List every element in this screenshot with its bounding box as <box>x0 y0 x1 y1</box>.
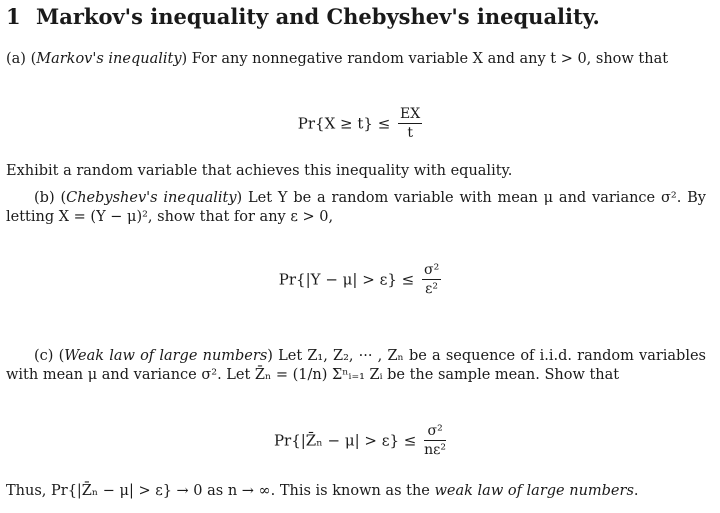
wlln-fraction <box>424 423 446 458</box>
part-c-name: Weak law of large numbers <box>64 348 268 364</box>
wlln-lhs: Pr{|Z̄ₙ − μ| > ε} ≤ <box>273 431 417 450</box>
wlln-term: weak law of large numbers <box>434 483 634 499</box>
chebyshev-denominator: ε² <box>425 281 439 297</box>
chebyshev-lhs: Pr{|Y − μ| > ε} ≤ <box>278 270 415 289</box>
wlln-numerator: σ² <box>424 423 446 441</box>
chebyshev-equation <box>0 262 720 297</box>
conclusion: Thus, Pr{|Z̄ₙ − μ| > ε} → 0 as n → ∞. This is known as the weak law of large numbers. <box>6 483 639 499</box>
part-a-followup: Exhibit a random variable that achieves this inequality with equality. <box>6 163 513 179</box>
part-b-name: Chebyshev's inequality <box>66 190 237 206</box>
chebyshev-fraction <box>422 262 441 297</box>
markov-lhs: Pr{X ≥ t} ≤ <box>297 114 391 133</box>
part-c-statement: (c) (Weak law of large numbers) Let Z₁, Z₂, ··· , Zₙ be a sequence of i.i.d. random variables with mean μ and variance σ². Let Z̄ₙ = (1/n) Σⁿᵢ₌₁ Zᵢ be the sample mean. Show that <box>6 348 707 383</box>
markov-fraction <box>398 106 422 141</box>
section-heading <box>6 4 600 29</box>
section-title: Markov's inequality and Chebyshev's inequality. <box>36 4 600 29</box>
part-b-statement: (b) (Chebyshev's inequality) Let Y be a random variable with mean μ and variance σ². By letting X = (Y − μ)², show that for any ε > 0, <box>6 190 706 225</box>
markov-denominator: t <box>407 125 413 141</box>
markov-numerator: EX <box>400 106 421 122</box>
chebyshev-numerator: σ² <box>424 262 440 278</box>
section-number: 1 <box>6 4 21 29</box>
wlln-denominator: nε² <box>424 442 447 458</box>
markov-equation <box>0 106 720 141</box>
wlln-equation <box>0 423 720 458</box>
part-a-name: Markov's inequality <box>36 51 182 67</box>
part-a-statement: (a) (Markov's inequality) For any nonnegative random variable X and any t > 0, show that <box>6 51 669 67</box>
